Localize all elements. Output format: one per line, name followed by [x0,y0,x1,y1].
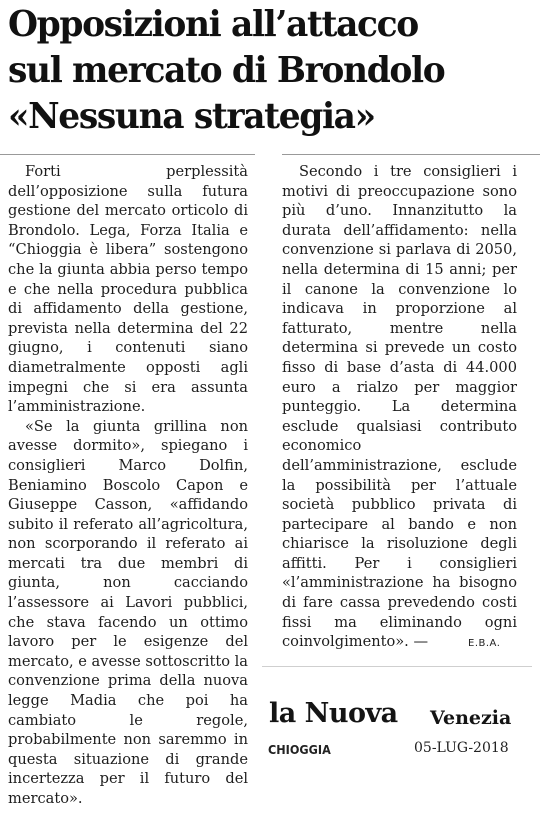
newspaper-logo: la Nuova [269,698,398,729]
article-column-1 [8,162,248,809]
edition-label: Venezia [430,707,512,729]
footer-divider [262,666,532,667]
publication-date: 05-LUG-2018 [414,740,509,756]
headline-line-1: Opposizioni all’attacco [8,4,418,45]
section-label: CHIOGGIA [268,742,331,757]
author-signature: E.B.A. [468,638,501,649]
column-1-top-rule [0,154,255,155]
paragraph-2: «Se la giunta grillina non avesse dormito», spiegano i consiglieri Marco Dolfin, Beniamino Boscolo Capon e Giuseppe Casson, «affidando subito il referato all’agricoltura, non scorporando il referato ai mercati tra due membri di giunta, non cacciando l’assessore ai Lavori pubblici, che stava facendo un ottimo lavoro per le esigenze del mercato, e avesse sottoscritto la convenzione prima della nuova legge Madia che poi ha cambiato le regole, probabilmente non saremmo in questa situazione di grande incertezza per il futuro del mercato». [8,417,248,807]
article-headline [8,2,532,140]
column-2-top-rule [282,154,540,155]
article-column-2 [282,162,517,652]
headline-line-2: sul mercato di Brondolo [8,50,445,91]
paragraph-3: Secondo i tre consiglieri i motivi di preoccupazione sono più d’uno. Innanzitutto la durata dell’affidamento: nella convenzione si parlava di 2050, nella determina di 15 anni; per il canone la convenzione lo indicava in proporzione al fatturato, mentre nella determina si prevede un costo fisso di base d’asta di 44.000 euro a rialzo per maggior punteggio. La determina esclude qualsiasi contributo economico dell’amministrazione, esclude la possibilità per l’attuale società pubblico privata di partecipare al bando e non chiarisce la risoluzione degli affitti. Per i consiglieri «l’amministrazione ha bisogno di fare cassa prevedendo costi fissi ma eliminando ogni coinvolgimento». — [282,163,517,651]
headline-line-3: «Nessuna strategia» [8,96,375,137]
paragraph-1: Forti perplessità dell’opposizione sulla futura gestione del mercato orticolo di Brondolo. Lega, Forza Italia e “Chioggia è libera” sostengono che la giunta abbia perso tempo e che nella procedura pubblica di affidamento della gestione, prevista nella determina del 22 giugno, i contenuti siano diametralmente opposti agli impegni che si era assunta l’amministrazione. [8,163,248,416]
